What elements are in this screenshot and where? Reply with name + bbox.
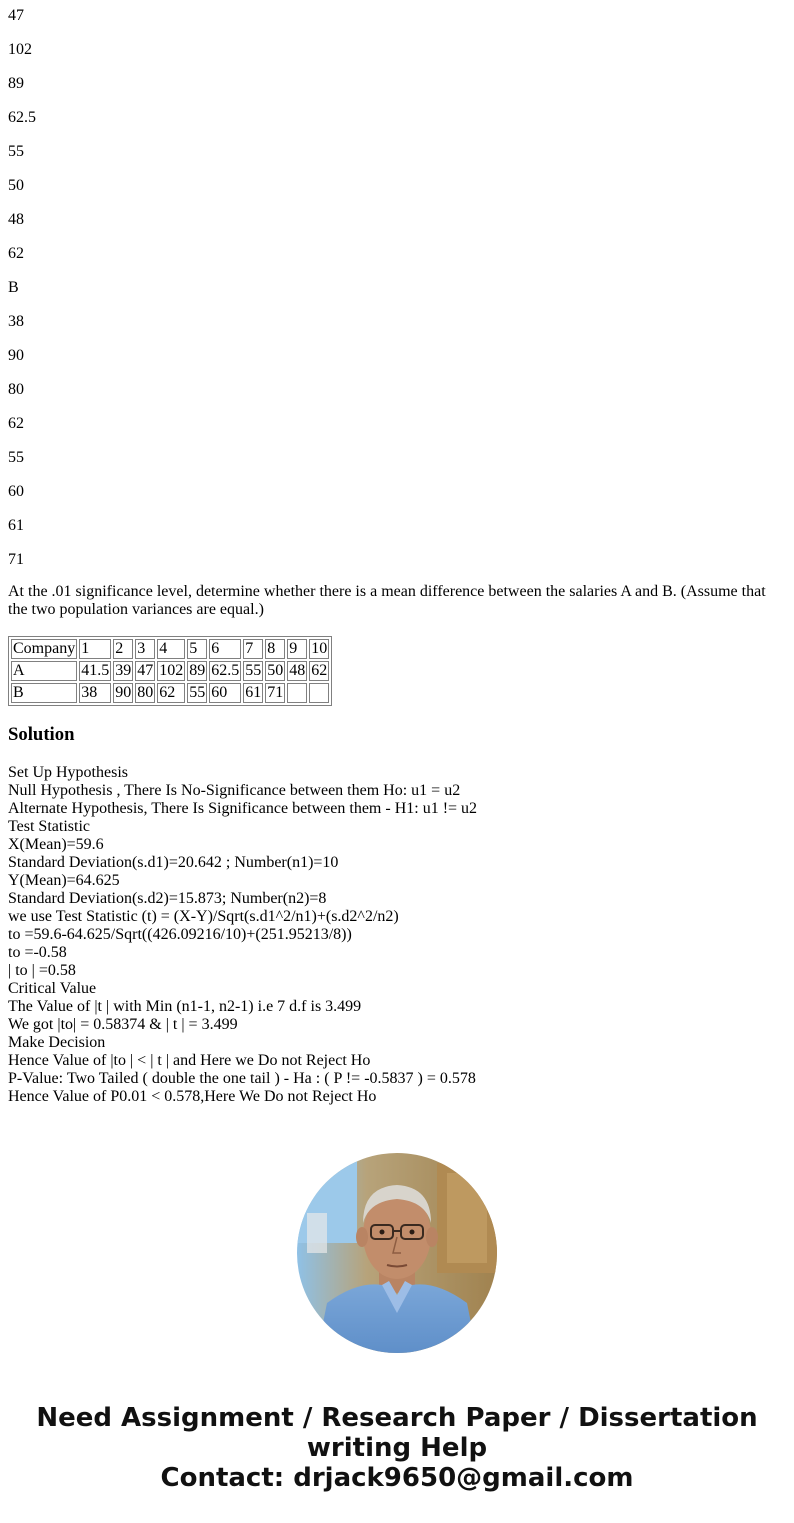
table-cell: 50 xyxy=(267,662,284,679)
table-cell: 47 xyxy=(137,662,154,679)
author-photo-icon xyxy=(297,1153,497,1353)
table-cell: 1 xyxy=(79,639,111,659)
table-cell: 62.5 xyxy=(211,662,240,679)
table-cell: 3 xyxy=(135,639,155,659)
table-cell: 62 xyxy=(157,683,185,703)
value-line: 102 xyxy=(8,41,32,58)
table-cell: 90 xyxy=(115,684,132,701)
solution-line: to =-0.58 xyxy=(8,944,67,961)
value-line: 89 xyxy=(8,75,24,92)
footer-contact: Contact: drjack9650@gmail.com xyxy=(160,1463,634,1493)
value-line: 55 xyxy=(8,449,24,466)
solution-line: to =59.6-64.625/Sqrt((426.09216/10)+(251.95213/8)) xyxy=(8,926,352,943)
table-cell: 38 xyxy=(79,683,111,703)
table-cell: 89 xyxy=(189,662,206,679)
solution-line: Critical Value xyxy=(8,980,97,997)
value-line: 50 xyxy=(8,177,24,194)
table-cell: 48 xyxy=(289,662,306,679)
table-cell: 41.5 xyxy=(81,662,110,679)
table-cell: 39 xyxy=(115,662,132,679)
table-cell: 71 xyxy=(267,684,284,701)
table-cell: 10 xyxy=(311,640,328,657)
author-avatar xyxy=(297,1153,497,1353)
value-line: 80 xyxy=(8,381,24,398)
table-cell: 6 xyxy=(209,639,241,659)
table-cell: 55 xyxy=(189,684,206,701)
values-list xyxy=(8,0,786,578)
solution-body xyxy=(8,764,786,1106)
value-line: 60 xyxy=(8,483,24,500)
solution-line: We got |to| = 0.58374 & | t | = 3.499 xyxy=(8,1016,238,1033)
solution-line: Hence Value of |to | < | t | and Here we Do not Reject Ho xyxy=(8,1052,371,1069)
table-cell: 4 xyxy=(157,639,185,659)
table-row xyxy=(11,661,329,681)
solution-line: Hence Value of P0.01 < 0.578,Here We Do not Reject Ho xyxy=(8,1088,377,1105)
solution-line: The Value of |t | with Min (n1-1, n2-1) i.e 7 d.f is 3.499 xyxy=(8,998,362,1015)
table-cell: 2 xyxy=(113,639,133,659)
table-cell: 55 xyxy=(245,662,262,679)
solution-heading: Solution xyxy=(8,724,75,745)
table-cell: 61 xyxy=(245,684,262,701)
table-cell: A xyxy=(11,661,77,681)
footer-banner xyxy=(0,1403,794,1493)
value-line: 71 xyxy=(8,551,24,568)
solution-line: Alternate Hypothesis, There Is Significance between them - H1: u1 != u2 xyxy=(8,800,478,817)
value-line: 55 xyxy=(8,143,24,160)
table-cell: 8 xyxy=(265,639,285,659)
solution-line: Standard Deviation(s.d1)=20.642 ; Number(n1)=10 xyxy=(8,854,339,871)
table-cell: 5 xyxy=(187,639,207,659)
value-line: 38 xyxy=(8,313,24,330)
value-line: 62 xyxy=(8,245,24,262)
value-line: B xyxy=(8,279,19,296)
solution-line: Y(Mean)=64.625 xyxy=(8,872,120,889)
solution-line: X(Mean)=59.6 xyxy=(8,836,104,853)
footer-line: Need Assignment / Research Paper / Dissertation xyxy=(36,1403,758,1433)
solution-line: Standard Deviation(s.d2)=15.873; Number(n2)=8 xyxy=(8,890,327,907)
salary-table xyxy=(8,636,332,706)
table-cell: 7 xyxy=(243,639,263,659)
value-line: 90 xyxy=(8,347,24,364)
solution-line: Set Up Hypothesis xyxy=(8,764,128,781)
table-cell: 62 xyxy=(311,662,328,679)
solution-line: P-Value: Two Tailed ( double the one tail ) - Ha : ( P != -0.5837 ) = 0.578 xyxy=(8,1070,476,1087)
value-line: 47 xyxy=(8,7,24,24)
table-cell: B xyxy=(11,683,77,703)
value-line: 62 xyxy=(8,415,24,432)
table-cell: 102 xyxy=(159,662,184,679)
solution-line: we use Test Statistic (t) = (X-Y)/Sqrt(s.d1^2/n1)+(s.d2^2/n2) xyxy=(8,908,399,925)
table-cell: 60 xyxy=(209,683,241,703)
solution-line: Null Hypothesis , There Is No-Significance between them Ho: u1 = u2 xyxy=(8,782,461,799)
value-line: 62.5 xyxy=(8,109,36,126)
solution-line: Test Statistic xyxy=(8,818,90,835)
table-header-row xyxy=(11,639,329,659)
value-line: 61 xyxy=(8,517,24,534)
table-cell: 80 xyxy=(137,684,154,701)
table-row xyxy=(11,683,329,703)
table-cell xyxy=(287,683,307,703)
table-cell: Company xyxy=(13,640,76,657)
solution-line: Make Decision xyxy=(8,1034,106,1051)
table-cell xyxy=(309,683,329,703)
table-cell: 9 xyxy=(287,639,307,659)
footer-line: writing Help xyxy=(306,1433,488,1463)
value-line: 48 xyxy=(8,211,24,228)
solution-line: | to | =0.58 xyxy=(8,962,76,979)
question-text: At the .01 significance level, determine whether there is a mean difference between the salaries A and B. (Assume that the two population variances are equal.) xyxy=(8,583,766,618)
